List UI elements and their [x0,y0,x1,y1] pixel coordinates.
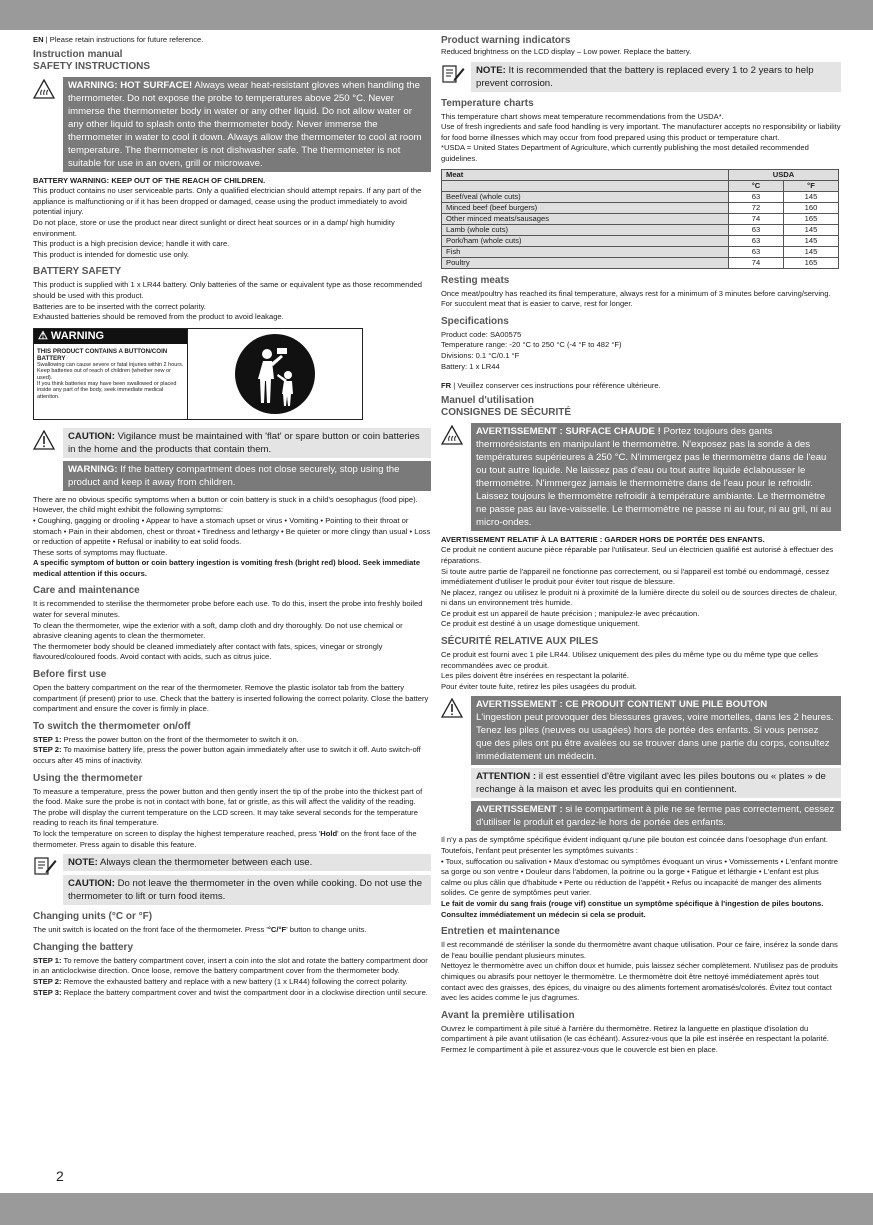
warning-label-title: THIS PRODUCT CONTAINS A BUTTON/COIN BATTERY [37,347,168,362]
fr-battery-safety-line: Pour éviter toute fuite, retirez les piles usagées du produit. [441,681,637,691]
note-pencil-icon [441,62,471,88]
fr-care-title: Entretien et maintenance [441,926,560,938]
fr-attention-text: il est essentiel d'être vigilant avec les piles boutons ou « plates » de rechange à la maison et avec les produits qui en contiennent. [476,771,826,796]
en-warning-compartment-text: If the battery compartment does not close securely, stop using the product and keep it away from children. [68,463,400,488]
fr-warning-coin-lead: AVERTISSEMENT : CE PRODUIT CONTIENT UNE PILE BOUTON [476,699,768,711]
en-battery-step: STEP 3: Replace the battery compartment cover and twist the compartment door in a clockwise direction until secure. [33,987,428,997]
en-using-line: To measure a temperature, press the power button and then gently insert the tip of the probe into the thickest part of the food. Make sure the probe is not in contact with bone, fat or gristle, as this will affect the validity of the reading. [33,786,423,807]
table-row [442,224,839,235]
en-battery-step: STEP 1: To remove the battery compartment cover, insert a coin into the slot and rotate the battery compartment door in an anticlockwise direction. Once loose, remove the battery compartment cover from the thermometer body. [33,955,428,976]
table-cell-celsius: 63 [729,191,784,202]
table-cell-meat: Lamb (whole cuts) [442,224,729,235]
bottom-bar [0,1193,873,1225]
keep-away-from-children-icon [233,332,317,416]
coin-battery-warning-label [33,328,363,420]
table-header-units-row [442,180,839,191]
right-column [441,35,841,1056]
table-cell-celsius: 74 [729,257,784,268]
en-temp-charts-line: *USDA = United States Department of Agriculture, which currently publishing the most detailed recommended guidelines. [441,143,809,163]
meat-temperature-table [441,169,839,269]
table-cell-fahrenheit: 145 [784,191,839,202]
en-symptoms-bold: A specific symptom of button or coin battery ingestion is vomiting fresh (bright red) blood. Seek immediate medical attention if this occurs. [33,558,421,578]
fr-care-line: Nettoyez le thermomètre avec un chiffon doux et humide, puis laissez sécher complètement. N'utilisez pas de produits chimiques ou abrasifs pour nettoyer le thermomètre. Le thermomètre doit être nettoyé immédiatement après tout contact avec des graisses, des épices, du vinaigre ou des aliments fortement aromatisés/colorés. Évitez tout contact avec les acides comme le jus d'agrumes. [441,961,838,1003]
fr-battery-warning-line: Ce produit est destiné à un usage domestique uniquement. [441,619,640,629]
fr-battery-safety-line: Les piles doivent être insérées en respectant la polarité. [441,671,629,681]
table-cell-meat: Beef/veal (whole cuts) [442,191,729,202]
table-row [442,257,839,268]
en-battery-safety-line: Exhausted batteries should be removed from the product to avoid leakage. [33,312,284,322]
en-spec-line: Temperature range: -20 °C to 250 °C (-4 °F to 482 °F) [441,340,622,350]
table-row [442,213,839,224]
en-care-line: It is recommended to sterilise the thermometer probe before each use. To do this, insert the probe into freshly boiled water for several minutes. [33,599,423,620]
warning-label-line: If you think batteries may have been swallowed or placed inside any part of the body, seek immediate medical attention. [37,380,177,400]
en-battery-warning-title: BATTERY WARNING: KEEP OUT OF THE REACH OF CHILDREN. [33,175,266,185]
fr-symptoms-bold: Le fait de vomir du sang frais (rouge vif) constitue un symptôme spécifique à l'ingestion de piles boutons. Consultez immédiatement un médecin si cela se produit. [441,899,824,919]
en-before-text: Open the battery compartment on the rear of the thermometer. Remove the plastic isolator tab from the battery compartment (if present) prior to use. Check that the battery is inserted following the correct polarity. Close the battery compartment and ensure the cover is firmly in place. [33,683,429,714]
en-battery-warning-line: This product is intended for domestic use only. [33,249,190,259]
en-spec-line: Battery: 1 x LR44 [441,361,500,371]
en-spec-line: Divisions: 0.1 °C/0.1 °F [441,350,520,360]
en-battery-warning-line: Do not place, store or use the product near direct sunlight or direct heat sources or in a damp/ high humidity environment. [33,217,395,238]
en-note-battery-text: It is recommended that the battery is replaced every 1 to 2 years to help prevent corrosion. [476,64,814,89]
fr-hot-surface-lead: AVERTISSEMENT : SURFACE CHAUDE ! [476,425,661,437]
top-bar [0,0,873,30]
fr-before-title: Avant la première utilisation [441,1009,575,1021]
fr-symptoms-line: Il n'y a pas de symptôme spécifique évident indiquant qu'une pile bouton est coincée dans l'oesophage d'un enfant. Toutefois, l'enfant peut présenter les symptômes suivants : [441,835,829,856]
fr-warning-coin-text: L'ingestion peut provoquer des blessures graves, voire mortelles, dans les 2 heures. Tenez les piles (neuves ou usagées) hors de portée des enfants. Si vous pensez que des piles ont pu être avalées ou se trouver dans une partie du corps, consultez immédiatement un médecin. [476,712,834,763]
en-resting-title: Resting meats [441,274,510,286]
en-symptoms-line: These sorts of symptoms may fluctuate. [33,547,168,557]
table-cell-celsius: 63 [729,246,784,257]
en-manual-title: Instruction manual [33,48,123,60]
en-intro: EN | Please retain instructions for future reference. [33,35,204,44]
note-pencil-icon [33,854,63,880]
fr-battery-warning-line: Si toute autre partie de l'appareil ne fonctionne pas correctement, ou si l'appareil est tombé ou endommagé, cessez immédiatement d'utiliser le produit pour éviter tout risque de blessure. [441,566,830,587]
table-cell-meat: Other minced meats/sausages [442,213,729,224]
table-cell-celsius: 63 [729,235,784,246]
en-units-title: Changing units (°C or °F) [33,911,153,923]
en-switch-title: To switch the thermometer on/off [33,720,191,732]
table-row [442,202,839,213]
table-header-meat: Meat [442,169,729,180]
en-note-caution-group [33,854,431,905]
en-before-title: Before first use [33,669,107,681]
warning-label-line: Keep batteries out of reach of children (whether new or used). [37,368,171,381]
fr-coin-warning-group [441,696,841,831]
table-cell-fahrenheit: 165 [784,257,839,268]
en-product-warning-text: Reduced brightness on the LCD display – Low power. Replace the battery. [441,47,692,56]
en-caution-lead: CAUTION: [68,430,115,442]
en-symptoms-line: • Coughing, gagging or drooling • Appear to have a stomach upset or virus • Vomiting • Pointing to their throat or stomach • Pain in their abdomen, chest or throat • Tiredness and lethargy • Be quieter or more clingy than usual • Loss or reduction of appetite • Refusal or inability to eat solid foods. [33,515,431,547]
en-units-text: The unit switch is located on the front face of the thermometer. Press '°C/°F' button to change units. [33,925,367,935]
table-header-celsius: °C [729,180,784,191]
fr-battery-safety-line: Ce produit est fourni avec 1 pile LR44. Utilisez uniquement des piles du même type ou du même type que celles recommandées avec ce produit. [441,650,818,670]
fr-hot-surface-text: Portez toujours des gants thermorésistants en manipulant le thermomètre. N'exposez pas la sonde à des températures supérieures à 250 °C. N'immergez pas le thermomètre dans de l'eau ou tout autre liquide. Ne laissez pas d'eau ou tout autre liquide éclabousser le thermomètre. N'immergez jamais le thermomètre dans de l'eau pour le refroidir. Laissez toujours le thermomètre refroidir à température ambiante. Le thermomètre ne passe pas au lave-vaisselle. Le thermomètre ne passe ni au four, ni au gril, ni au micro-ondes. [476,425,832,528]
table-cell-celsius: 72 [729,202,784,213]
en-battery-safety-line: Batteries are to be inserted with the correct polarity. [33,301,206,311]
en-temp-charts-line: Use of fresh ingredients and safe food handling is very important. The manufacturer accepts no responsibility or liability for food borne illnesses which may occur from food prepared using this product or temperature chart. [441,122,841,142]
en-resting-line: For succulent meat that is easier to carve, rest for longer. [441,299,633,309]
table-cell-meat: Poultry [442,257,729,268]
table-cell-meat: Fish [442,246,729,257]
en-product-warning-title: Product warning indicators [441,35,571,46]
en-care-line: To clean the thermometer, wipe the exterior with a soft, damp cloth and dry thoroughly. Do not use chemical or abrasive cleaning agents to clean the thermometer. [33,620,403,641]
en-spec-title: Specifications [441,315,509,327]
hot-surface-icon [441,423,471,449]
meat-table-body [442,191,839,268]
warning-triangle-icon: ⚠ [38,329,51,342]
table-header-usda: USDA [729,169,839,180]
table-header-row [442,169,839,180]
table-cell-fahrenheit: 165 [784,213,839,224]
en-battery-warning-line: This product is a high precision device; handle it with care. [33,239,230,249]
table-cell-fahrenheit: 160 [784,202,839,213]
table-row [442,246,839,257]
fr-warning-compartment-lead: AVERTISSEMENT : [476,804,563,816]
table-cell-meat: Pork/ham (whole cuts) [442,235,729,246]
en-resting-line: Once meat/poultry has reached its final temperature, always rest for a minimum of 3 minutes before carving/serving. [441,288,831,298]
caution-triangle-icon [441,696,471,722]
en-warning-compartment-lead: WARNING: [68,463,118,475]
en-safety-title: SAFETY INSTRUCTIONS [33,60,151,72]
en-temp-charts-line: This temperature chart shows meat temperature recommendations from the USDA*. [441,111,724,121]
en-battery-safety-line: This product is supplied with 1 x LR44 battery. Only batteries of the same or equivalent type as those recommended should be used with this product. [33,280,423,300]
en-note-lead: NOTE: [68,857,98,869]
en-note-battery-lead: NOTE: [476,64,506,76]
en-using-title: Using the thermometer [33,772,143,784]
hot-surface-icon [33,77,63,103]
fr-battery-warning-line: Ne placez, rangez ou utilisez le produit ni à proximité de la lumière directe du soleil ou de sources directes de chaleur, ni dans un environnement très humide. [441,587,837,608]
en-battery-change-title: Changing the battery [33,941,134,953]
table-header-fahrenheit: °F [784,180,839,191]
en-spec-line: Product code: SA00575 [441,329,522,339]
en-battery-step: STEP 2: Remove the exhausted battery and replace with a new battery (1 x LR44) following the correct polarity. [33,976,408,986]
fr-warning-compartment-text: si le compartiment à pile ne se ferme pas correctement, cessez d'utiliser le produit et gardez-le hors de portée des enfants. [476,804,835,829]
fr-symptoms-line: • Toux, suffocation ou salivation • Maux d'estomac ou symptômes évoquant un virus • Vomissements • L'enfant montre sa gorge ou son ventre • Douleur dans l'abdomen, la poitrine ou la gorge • Fatigue et léthargie • L'enfant est plus calme ou plus câlin que d'habitude • Perte ou réduction de l'appétit • Refus ou incapacité de manger des aliments solides. Ce genre de symptômes peut varier. [441,856,838,898]
en-battery-warning-line: This product contains no user serviceable parts. Only a qualified electrician should attempt repairs. If any part of the appliance is malfunctioning or if it has been dropped or damaged, cease using the product immediately to avoid potential injury. [33,186,422,217]
en-symptoms-line: There are no obvious specific symptoms when a button or coin battery is stuck in a child's oesophagus (food pipe). However, the child might exhibit the following symptoms: [33,494,418,515]
table-row [442,191,839,202]
table-cell-meat: Minced beef (beef burgers) [442,202,729,213]
page-number: 2 [56,1168,64,1184]
fr-battery-safety-title: SÉCURITÉ RELATIVE AUX PILES [441,636,599,648]
table-cell-fahrenheit: 145 [784,246,839,257]
en-caution-text: Vigilance must be maintained with 'flat' or spare button or coin batteries in the home and the products that contain them. [68,430,420,455]
en-note-text: Always clean the thermometer between each use. [97,857,313,869]
warning-label-line: Swallowing can cause severe or fatal injuries within 2 hours. [37,361,184,368]
en-battery-safety-title: BATTERY SAFETY [33,266,122,278]
en-care-title: Care and maintenance [33,585,140,597]
en-switch-step: STEP 1: Press the power button on the front of the thermometer to switch it on. [33,734,299,744]
en-caution-oven-text: Do not leave the thermometer in the oven while cooking. Do not use the thermometer to lift or turn food items. [68,878,423,903]
fr-battery-warning-line: Ce produit est un appareil de haute précision ; manipulez-le avec précaution. [441,608,700,618]
table-cell-celsius: 63 [729,224,784,235]
en-temp-charts-title: Temperature charts [441,97,534,109]
en-note-battery-notice [441,62,841,92]
fr-manual-title: Manuel d'utilisation [441,394,534,406]
en-switch-step: STEP 2: To maximise battery life, press the power button again immediately after use to switch it off. Auto switch-off occurs after 45 mins of inactivity. [33,745,421,765]
fr-battery-warning-line: Ce produit ne contient aucune pièce réparable par l'utilisateur. Seul un électricien qualifié est autorisé à effectuer des réparations. [441,545,834,565]
en-hot-surface-lead: WARNING: HOT SURFACE! [68,79,193,91]
warning-label-header: WARNING [50,329,105,342]
fr-intro: FR | Veuillez conserver ces instructions pour référence ultérieure. [441,381,661,391]
fr-care-line: Il est recommandé de stériliser la sonde du thermomètre avant chaque utilisation. Pour ce faire, insérez la sonde dans de l'eau bouillie pendant plusieurs minutes. [441,940,838,960]
fr-attention-lead: ATTENTION : [476,771,537,783]
left-column [33,35,431,998]
caution-triangle-icon [33,428,63,454]
table-cell-fahrenheit: 145 [784,235,839,246]
en-using-hold: To lock the temperature on screen to display the highest temperature reached, press 'Hold' on the front face of the thermometer. Press again to disable this feature. [33,828,417,849]
table-cell-celsius: 74 [729,213,784,224]
en-using-line: The probe will display the current temperature on the LCD screen. It may take several seconds for the temperature reading to reach its final temperature. [33,807,418,828]
table-cell-fahrenheit: 145 [784,224,839,235]
en-caution-vigilance-notice [33,428,431,491]
en-hot-surface-text: Always wear heat-resistant gloves when handling the thermometer. Do not expose the probe to temperatures above 250 °C. Never immerse the thermometer body in water or any other liquid. Do not allow water or any other liquid to splash onto the thermometer body. Never immerse the thermometer in water to cool it down. Always allow the thermometer to cool at room temperature. The thermometer is not dishwasher safe. The thermometer is not suitable for use in an oven, grill or microwave. [68,79,422,169]
en-care-line: The thermometer body should be cleaned immediately after contact with fats, spices, vinegar or strongly flavoured/coloured foods. Avoid contact with acids, such as citrus juice. [33,641,383,662]
en-caution-oven-lead: CAUTION: [68,878,115,890]
fr-battery-warning-title: AVERTISSEMENT RELATIF À LA BATTERIE : GARDER HORS DE PORTÉE DES ENFANTS. [441,534,765,544]
fr-hot-surface-notice [441,423,841,531]
table-row [442,235,839,246]
fr-safety-title: CONSIGNES DE SÉCURITÉ [441,406,572,418]
fr-before-text: Ouvrez le compartiment à pile situé à l'arrière du thermomètre. Retirez la languette en plastique d'isolation du compartiment à pile avant utilisation (le cas échéant). Assurez-vous que la pile est insérée en respectant la polarité. Fermez le compartiment à pile et assurez-vous que le couvercle est bien en place. [441,1023,829,1054]
en-hot-surface-notice [33,77,431,172]
